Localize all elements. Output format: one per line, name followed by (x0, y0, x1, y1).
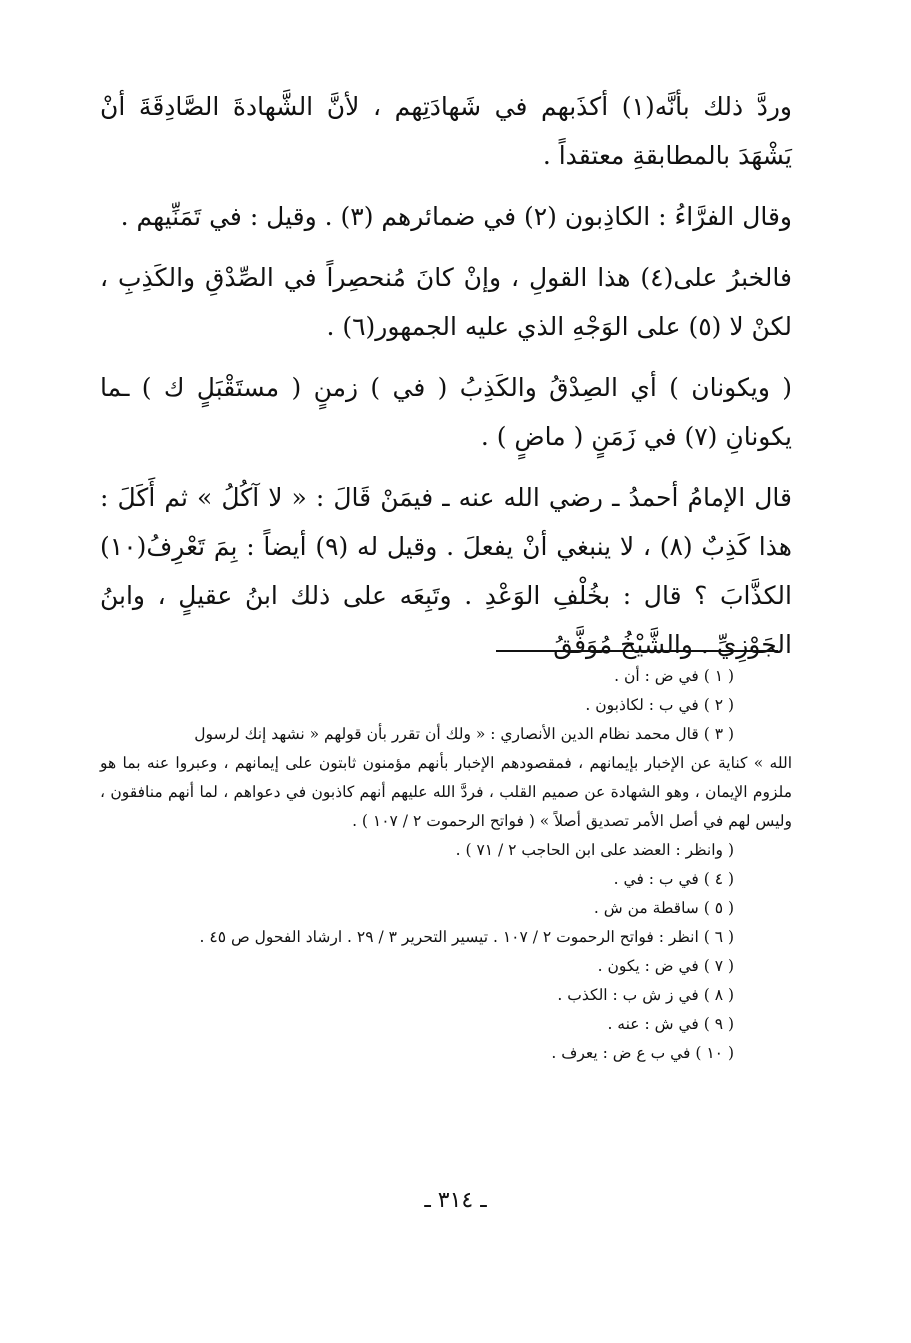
main-text (100, 82, 792, 681)
footnote: ( ١٠ ) في ب ع ض : يعرف . (551, 1044, 734, 1062)
paragraph: وقال الفرَّاءُ : الكاذِبون (٢) في ضمائرهم (٣) . وقيل : في تَمَنِّيهم . (120, 202, 792, 231)
paragraph: قال الإمامُ أحمدُ ـ رضي الله عنه ـ فيمَنْ قَالَ : « لا آكُلُ » ثم أَكَلَ : هذا كَذِبٌ (٨) ، لا ينبغي أنْ يفعلَ . وقيل له (٩) أيضاً : بِمَ تَعْرِفُ(١٠) الكذَّابَ ؟ قال : بخُلْفِ الوَعْدِ . وتَبِعَه على ذلك ابنُ عقيلٍ ، وابنُ الجَوْزِيِّ . والشَّيْخُ مُوَفَّقُ (100, 483, 792, 659)
page-number: ـ ٣١٤ ـ (424, 1188, 487, 1213)
footnote: ( ٨ ) في ز ش ب : الكذب . (557, 986, 734, 1004)
footnote: ( ٢ ) في ب : لكاذبون . (585, 696, 734, 714)
paragraph: وردَّ ذلك بأنَّه(١) أكذَبهم في شَهادَتِهم ، لأنَّ الشَّهادةَ الصَّادِقَةَ أنْ يَشْهَدَ بالمطابقةِ معتقداً . (100, 92, 792, 170)
footnote: ( ٤ ) في ب : في . (613, 870, 734, 888)
footnotes (100, 662, 792, 1068)
footnote: ( ٧ ) في ض : يكون . (597, 957, 734, 975)
footnote: ( وانظر : العضد على ابن الحاجب ٢ / ٧١ ) . (455, 841, 734, 859)
footnote: ( ٦ ) انظر : فواتح الرحموت ٢ / ١٠٧ . تيسير التحرير ٣ / ٢٩ . ارشاد الفحول ص ٤٥ . (199, 928, 734, 946)
footnote: ( ٥ ) ساقطة من ش . (593, 899, 734, 917)
footnote: ( ٣ ) قال محمد نظام الدين الأنصاري : « ولك أن تقرر بأن قولهم « نشهد إنك لرسول (194, 725, 734, 743)
footnote: ( ١ ) في ض : أن . (614, 667, 734, 685)
paragraph: ( ويكونان ) أي الصِدْقُ والكَذِبُ ( في ) زمنٍ ( مستَقْبَلٍ ك ) ـما يكونانِ (٧) في زَمَنٍ ( ماضٍ ) . (100, 373, 792, 451)
paragraph: فالخبرُ على(٤) هذا القولِ ، وإنْ كانَ مُنحصِراً في الصِّدْقِ والكَذِبِ ، لكنْ لا (٥) على الوَجْهِ الذي عليه الجمهور(٦) . (100, 263, 792, 341)
footnote-divider (496, 650, 778, 652)
footnote: ( ٩ ) في ش : عنه . (607, 1015, 734, 1033)
footnote-continuation: الله » كناية عن الإخبار بإيمانهم ، فمقصودهم الإخبار بأنهم مؤمنون ثابتون على إيمانهم ، وعبروا عنه بما هو ملزوم الإيمان ، وهو الشهادة عن صميم القلب ، فردَّ الله عليهم أنهم كاذبون في دعواهم ، لما أنهم منافقون ، وليس لهم في أصل الأمر تصديق أصلاً » ( فواتح الرحموت ٢ / ١٠٧ ) . (100, 754, 792, 830)
